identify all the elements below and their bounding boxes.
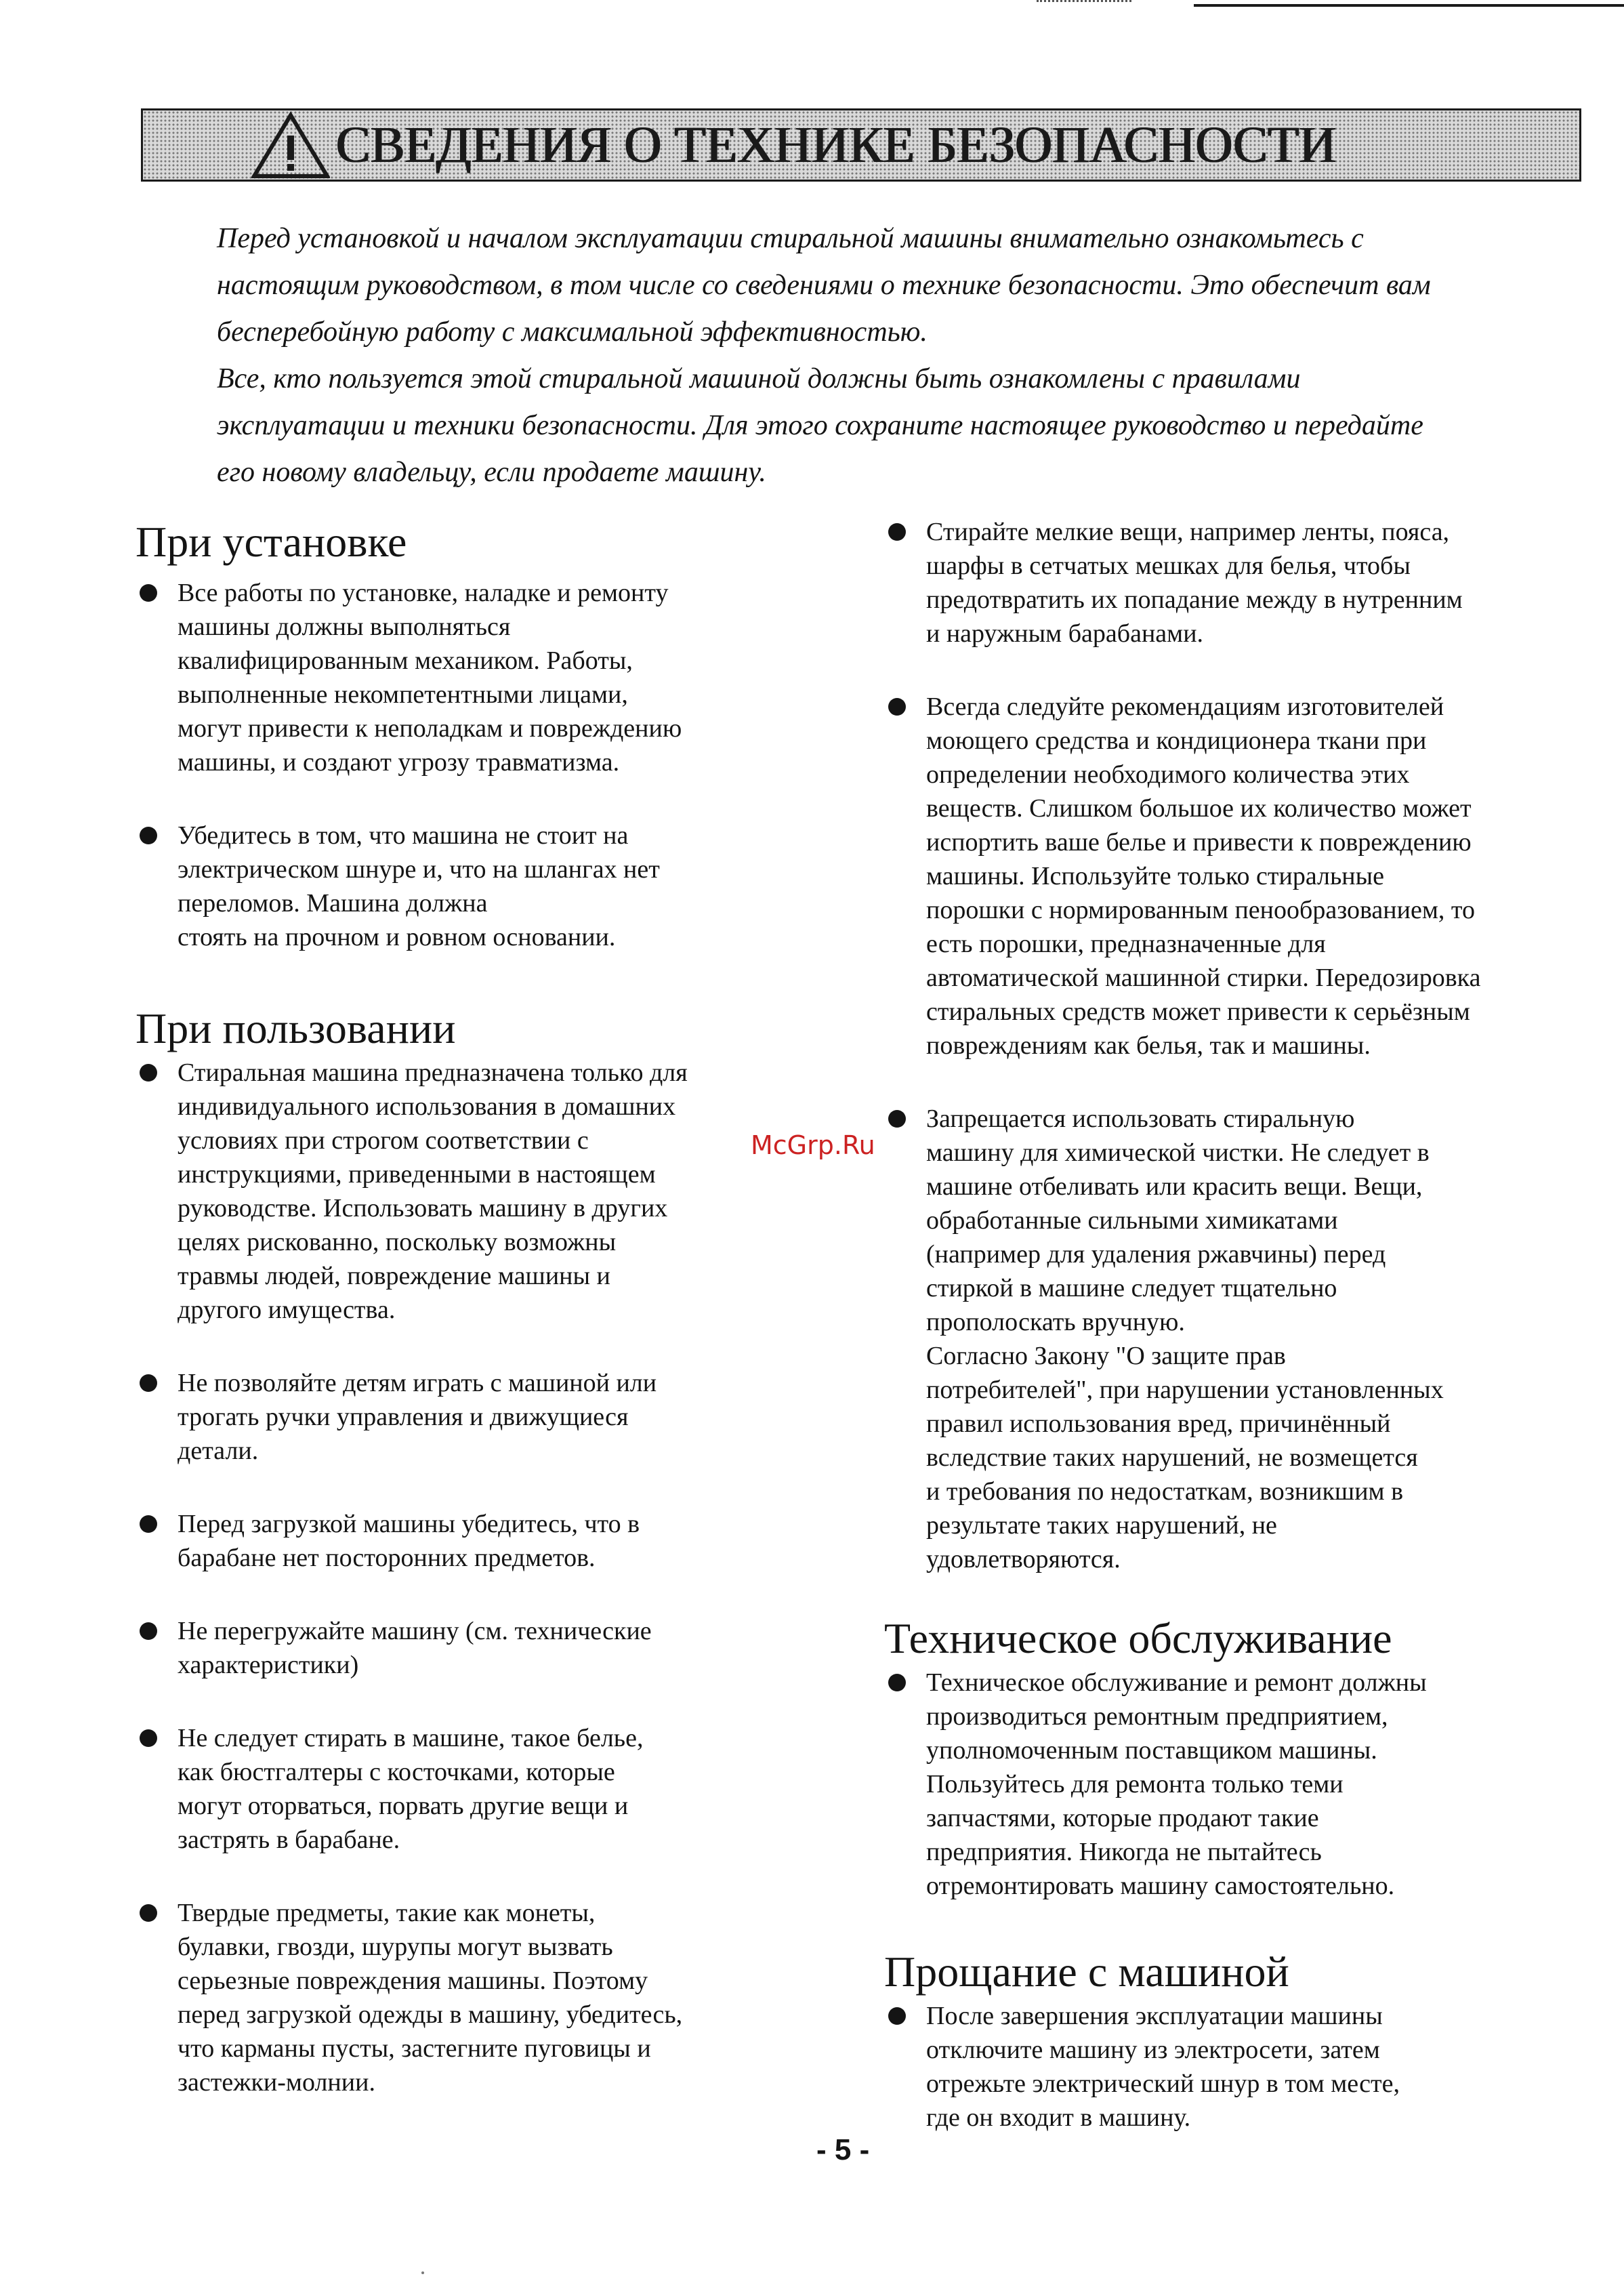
intro-line: эксплуатации и техники безопасности. Для этого сохраните настоящее руководство и передайте	[217, 410, 1423, 441]
item-line: моющего средства и кондиционера ткани при	[926, 726, 1427, 755]
item-line: потребителей", при нарушении установленных	[926, 1376, 1444, 1404]
item-line: квалифицированным механиком. Работы,	[178, 646, 633, 675]
item-line: повреждениям как белья, так и машины.	[926, 1031, 1371, 1060]
item-line: удовлетворяются.	[926, 1545, 1121, 1573]
item-line: барабане нет посторонних предметов.	[178, 1544, 596, 1572]
item-line: серьезные повреждения машины. Поэтому	[178, 1967, 648, 1995]
item-line: веществ. Слишком большое их количество может	[926, 794, 1472, 823]
item-line: (например для удаления ржавчины) перед	[926, 1240, 1386, 1269]
item-line: Не следует стирать в машине, такое белье,	[178, 1724, 644, 1752]
bullet-icon	[140, 1729, 157, 1747]
item-line: правил использования вред, причинённый	[926, 1409, 1391, 1438]
item-line: травмы людей, повреждение машины и	[178, 1262, 610, 1290]
list-item	[884, 1102, 1562, 1576]
item-line: Перед загрузкой машины убедитесь, что в	[178, 1510, 640, 1538]
item-line: автоматической машинной стирки. Передозировка	[926, 964, 1481, 992]
item-line: переломов. Машина должна	[178, 889, 488, 918]
item-line: условиях при строгом соответствии с	[178, 1126, 589, 1155]
bullet-icon	[140, 1064, 157, 1082]
item-line: Согласно Закону "О защите прав	[926, 1342, 1286, 1370]
item-line: производиться ремонтным предприятием,	[926, 1702, 1388, 1731]
item-line: предотвратить их попадание между в нутренним	[926, 585, 1463, 614]
item-line: предприятия. Никогда не пытайтесь	[926, 1838, 1322, 1866]
item-line: уполномоченным поставщиком машины.	[926, 1736, 1377, 1765]
item-line: руководстве. Использовать машину в других	[178, 1194, 668, 1222]
intro-line: бесперебойную работу с максимальной эффективностью.	[217, 316, 928, 348]
item-line: выполненные некомпетентными лицами,	[178, 680, 628, 709]
scan-dots	[1037, 0, 1131, 2]
item-line: могут привести к неполадкам и повреждению	[178, 714, 682, 743]
item-line: После завершения эксплуатации машины	[926, 2002, 1383, 2030]
watermark: McGrp.Ru	[751, 1130, 875, 1160]
header-rule	[1194, 4, 1624, 7]
item-line: как бюстгалтеры с косточками, которые	[178, 1758, 615, 1786]
item-line: Пользуйтесь для ремонта только теми	[926, 1770, 1344, 1798]
bullet-icon	[888, 1110, 906, 1128]
item-line: машины. Используйте только стиральные	[926, 862, 1385, 890]
item-line: прополоскать вручную.	[926, 1308, 1185, 1336]
item-line: и наружным барабанами.	[926, 619, 1204, 648]
intro-line: его новому владельцу, если продаете машину.	[217, 457, 766, 488]
safety-banner	[141, 108, 1581, 182]
list-item	[136, 819, 813, 954]
item-line: отремонтировать машину самостоятельно.	[926, 1872, 1395, 1900]
item-line: есть порошки, предназначенные для	[926, 930, 1326, 958]
item-line: где он входит в машину.	[926, 2103, 1191, 2132]
section-heading-installation: При установке	[136, 518, 407, 566]
bullet-icon	[888, 2007, 906, 2025]
bullet-icon	[140, 827, 157, 844]
intro-paragraph	[217, 215, 1504, 356]
item-line: Стиральная машина предназначена только для	[178, 1058, 688, 1087]
bullet-icon	[140, 1515, 157, 1533]
item-line: перед загрузкой одежды в машину, убедитесь,	[178, 2000, 683, 2029]
section-heading-disposal: Прощание с машиной	[884, 1948, 1289, 1996]
item-line: машины, и создают угрозу травматизма.	[178, 748, 620, 777]
list-item	[884, 690, 1562, 1063]
item-line: характеристики)	[178, 1651, 359, 1679]
page-number: - 5 -	[816, 2133, 870, 2166]
intro-line: Перед установкой и началом эксплуатации стиральной машины внимательно ознакомьтесь с	[217, 223, 1364, 254]
item-line: инструкциями, приведенными в настоящем	[178, 1160, 656, 1189]
item-line: булавки, гвозди, шурупы могут вызвать	[178, 1933, 613, 1961]
list-item	[136, 1507, 813, 1575]
intro-line: настоящим руководством, в том числе со сведениями о технике безопасности. Это обеспечит вам	[217, 270, 1431, 301]
list-item	[884, 1666, 1562, 1903]
item-line: Твердые предметы, такие как монеты,	[178, 1899, 596, 1927]
item-line: и требования по недостаткам, возникшим в	[926, 1477, 1404, 1506]
bullet-icon	[140, 1904, 157, 1922]
item-line: что карманы пусты, застегните пуговицы и	[178, 2034, 651, 2063]
item-line: застежки-молнии.	[178, 2068, 375, 2097]
bullet-icon	[888, 523, 906, 541]
item-line: стоять на прочном и ровном основании.	[178, 923, 616, 951]
item-line: застрять в барабане.	[178, 1826, 400, 1854]
item-line: Стирайте мелкие вещи, например ленты, пояса,	[926, 518, 1450, 546]
item-line: стиркой в машине следует тщательно	[926, 1274, 1337, 1302]
item-line: Всегда следуйте рекомендациям изготовителей	[926, 693, 1444, 721]
intro-line: Все, кто пользуется этой стиральной машиной должны быть ознакомлены с правилами	[217, 363, 1301, 394]
item-line: Техническое обслуживание и ремонт должны	[926, 1668, 1427, 1697]
bullet-icon	[140, 584, 157, 602]
bullet-icon	[888, 1674, 906, 1691]
warning-triangle-icon	[251, 111, 330, 179]
item-line: индивидуального использования в домашних	[178, 1092, 676, 1121]
bullet-icon	[140, 1374, 157, 1392]
list-item	[884, 1999, 1562, 2135]
item-line: отключите машину из электросети, затем	[926, 2036, 1380, 2064]
list-item	[136, 1721, 813, 1857]
list-item	[136, 1614, 813, 1682]
item-line: определении необходимого количества этих	[926, 760, 1410, 789]
intro-paragraph	[217, 356, 1504, 496]
item-line: машины должны выполняться	[178, 613, 511, 641]
item-line: испортить ваше белье и привести к повреждению	[926, 828, 1472, 857]
item-line: могут оторваться, порвать другие вещи и	[178, 1792, 629, 1820]
list-item	[136, 1056, 813, 1327]
item-line: результате таких нарушений, не	[926, 1511, 1277, 1540]
scan-speck	[421, 2271, 424, 2274]
item-line: другого имущества.	[178, 1296, 396, 1324]
item-line: Все работы по установке, наладке и ремонту	[178, 579, 669, 607]
right-column	[884, 515, 1562, 2135]
item-line: стиральных средств может привести к серьёзным	[926, 997, 1470, 1026]
list-item	[136, 1896, 813, 2099]
item-line: запчастями, которые продают такие	[926, 1804, 1319, 1832]
item-line: Запрещается использовать стиральную	[926, 1105, 1355, 1133]
section-heading-usage: При пользовании	[136, 1004, 456, 1052]
left-column	[136, 515, 813, 2099]
item-line: Убедитесь в том, что машина не стоит на	[178, 821, 629, 850]
item-line: шарфы в сетчатых мешках для белья, чтобы	[926, 552, 1411, 580]
list-item	[884, 515, 1562, 651]
intro-text	[217, 215, 1504, 496]
bullet-icon	[888, 698, 906, 716]
item-line: отрежьте электрический шнур в том месте,	[926, 2070, 1400, 2098]
bullet-icon	[140, 1622, 157, 1640]
section-heading-maintenance: Техническое обслуживание	[884, 1614, 1392, 1662]
list-item	[136, 1366, 813, 1468]
item-line: Не позволяйте детям играть с машиной или	[178, 1369, 657, 1397]
item-line: обработанные сильными химикатами	[926, 1206, 1338, 1235]
item-line: машину для химической чистки. Не следует в	[926, 1138, 1430, 1167]
item-line: вследствие таких нарушений, не возмещется	[926, 1443, 1418, 1472]
item-line: целях рискованно, поскольку возможны	[178, 1228, 617, 1256]
item-line: трогать ручки управления и движущиеся	[178, 1403, 629, 1431]
item-line: детали.	[178, 1437, 259, 1465]
list-item	[136, 576, 813, 779]
item-line: электрическом шнуре и, что на шлангах нет	[178, 855, 660, 884]
banner-title: СВЕДЕНИЯ О ТЕХНИКЕ БЕЗОПАСНОСТИ	[335, 117, 1336, 173]
item-line: машине отбеливать или красить вещи. Вещи,	[926, 1172, 1423, 1201]
item-line: порошки с нормированным пенообразованием, то	[926, 896, 1475, 924]
item-line: Не перегружайте машину (см. технические	[178, 1617, 652, 1645]
